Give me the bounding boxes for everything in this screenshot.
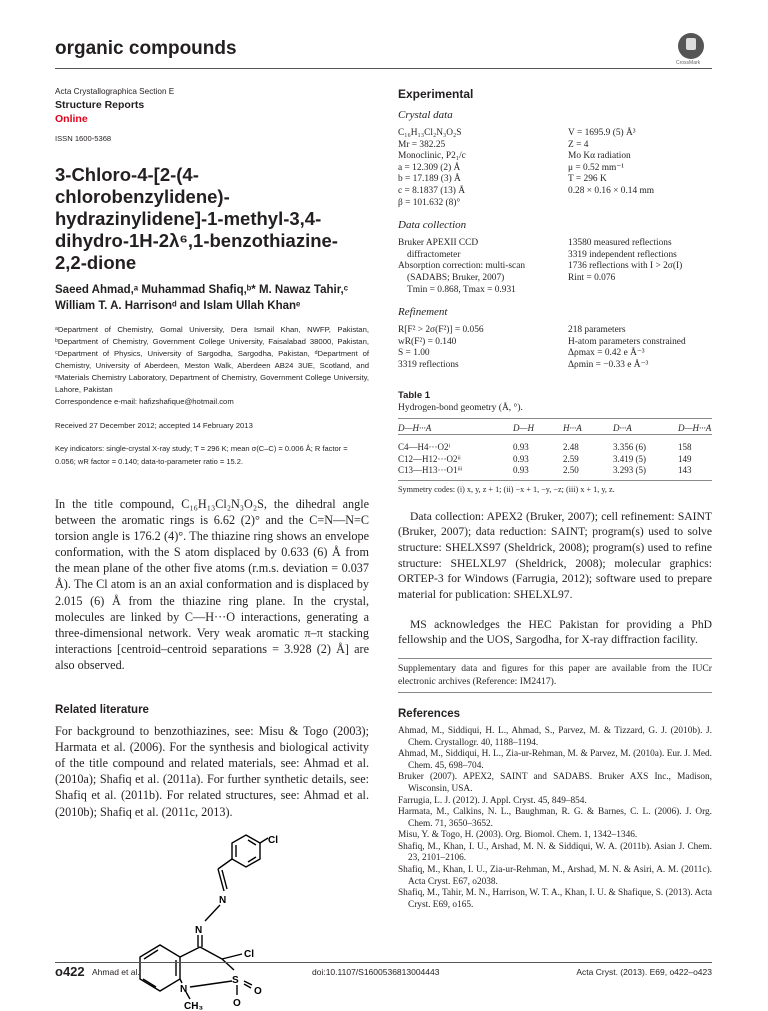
computing-details: Data collection: APEX2 (Bruker, 2007); cell refinement: SAINT (Bruker, 2007); data reduction: SAINT; program(s) used to solve structure: SHELXS97 (Sheldrick, 2008); program(s) used to refine structure: SHELXL97 (Sheldrick, 2008); molecular graphics: ORTEP-3 for Windows (Farrugia, 2012); software used to prepare material for publication: SHELXL97.: [398, 509, 712, 602]
absorption-program: (SADABS; Bruker, 2007): [407, 272, 505, 283]
cell-b: b = 17.189 (3) Å: [398, 174, 461, 185]
references-list: [398, 726, 712, 912]
table-top-rule: [398, 418, 712, 419]
bonds: [140, 835, 268, 999]
z-value: Z = 4: [568, 139, 589, 150]
radiation: Mo Kα radiation: [568, 151, 631, 162]
r-factor: R[F² > 2σ(F²)] = 0.056: [398, 325, 484, 336]
cell: C13—H13···O1ⁱⁱⁱ: [398, 465, 463, 475]
left-column: [55, 86, 369, 1011]
experimental-heading: Experimental: [398, 87, 474, 101]
absorption-coefficient: μ = 0.52 mm⁻¹: [568, 162, 625, 173]
delta-rho-min: Δρmin = −0.33 e Å⁻³: [568, 359, 649, 370]
benzo-ring: [140, 945, 180, 991]
col-header: D···A: [613, 422, 632, 433]
col-header: D—H···A: [398, 422, 432, 433]
journal-series: Acta Crystallographica Section E: [55, 87, 175, 96]
cell: 158: [678, 442, 692, 452]
key-indicators: Key indicators: single-crystal X-ray study; T = 296 K; mean σ(C–C) = 0.006 Å; R factor = 0.056; wR factor = 0.140; data-to-parameter ratio = 15.2.: [55, 444, 348, 466]
cell: 3.419 (5): [613, 453, 646, 464]
authors-line-2: William T. A. Harrisonᵈ and Islam Ullah Khanᵉ: [55, 300, 301, 312]
atom-cl-ring: Cl: [244, 948, 254, 960]
col-header: D—H: [513, 422, 535, 433]
references-heading: References: [398, 707, 461, 720]
crystal-data: [398, 128, 712, 209]
reference-item: Ahmad, M., Siddiqui, H. L., Ahmad, S., Parvez, M. & Tizzard, G. J. (2010b). J. Chem. Crystallogr. 40, 1188–1194.: [398, 725, 712, 748]
table-row: [398, 465, 712, 477]
related-literature-heading: Related literature: [55, 704, 149, 717]
footer-rule: [55, 962, 712, 963]
supplementary-note[interactable]: Supplementary data and figures for this paper are available from the IUCr electronic archives (Reference: IM2417).: [398, 663, 712, 687]
reference-item: Ahmad, M., Siddiqui, H. L., Zia-ur-Rehman, M. & Parvez, M. (2010a). Eur. J. Med. Chem. 45, 698–704.: [398, 749, 712, 771]
parameters-count: 218 parameters: [568, 325, 626, 336]
refinement-heading: Refinement: [398, 306, 448, 319]
authors: [55, 282, 369, 314]
reference-item: Harmata, M., Calkins, N. L., Baughman, R. G. & Barnes, C. L. (2006). J. Org. Chem. 71, 3650–3652.: [398, 807, 712, 829]
crystal-data-heading: Crystal data: [398, 109, 453, 121]
reference-item: Shafiq, M., Tahir, M. N., Harrison, W. T. A., Khan, I. U. & Shafique, S. (2013). Acta Cryst. E69, o165.: [398, 888, 713, 910]
atom-o-2: O: [233, 997, 241, 1009]
journal-online: Online: [55, 113, 88, 125]
reflections-count: 3319 reflections: [398, 359, 459, 370]
diffractometer-type: diffractometer: [407, 249, 461, 260]
independent-reflections: 3319 independent reflections: [568, 249, 677, 260]
h-atom-treatment: H-atom parameters constrained: [568, 336, 686, 347]
hydrogen-bond-table: [398, 423, 712, 477]
cell-volume: V = 1695.9 (5) Å³: [568, 128, 636, 138]
correspondence-email[interactable]: Correspondence e-mail: hafizshafique@hotmail.com: [55, 397, 234, 406]
cell: C12—H12···O2ⁱⁱ: [398, 453, 461, 464]
space-group: Monoclinic, P2₁/c: [398, 151, 466, 162]
symmetry-codes: Symmetry codes: (i) x, y, z + 1; (ii) −x + 1, −y, −z; (iii) x + 1, y, z.: [398, 484, 615, 494]
atom-n-imine: N: [219, 894, 227, 906]
measured-reflections: 13580 measured reflections: [568, 238, 672, 249]
reference-item: Bruker (2007). APEX2, SAINT and SADABS. Bruker AXS Inc., Madison, Wisconsin, USA.: [398, 772, 712, 794]
atom-cl-aryl: Cl: [268, 834, 278, 846]
transmission: Tmin = 0.868, Tmax = 0.931: [407, 284, 516, 295]
affiliations: ᵃDepartment of Chemistry, Gomal University, Dera Ismail Khan, NWFP, Pakistan, ᵇDepartment of Chemistry, Government College University, Faisalabad 38000, Pakistan, ᶜDepartment of Physics, University of Sargodha, Sargodha, Pakistan, ᵈDepartment of Chemistry, University of Aberdeen, Meston Walk, Aberdeen AB24 3UE, Scotland, and ᵉMaterials Chemistry Laboratory, Department of Chemistry, Government College University, Lahore, Pakistan: [55, 325, 369, 394]
cell-beta: β = 101.632 (8)°: [398, 197, 461, 208]
molar-mass: Mr = 382.25: [398, 139, 446, 150]
supplementary-top-rule: [398, 658, 712, 659]
cell: C4—H4···O2ⁱ: [398, 442, 451, 452]
table-caption: Hydrogen-bond geometry (Å, °).: [398, 402, 523, 413]
col-header: D—H···A: [678, 422, 712, 433]
atom-n-hydrazone: N: [195, 924, 203, 936]
cell: 3.356 (6): [613, 442, 646, 452]
cell: 0.93: [513, 465, 529, 475]
reference-item: Farrugia, L. J. (2012). J. Appl. Cryst. 45, 849–854.: [398, 795, 587, 806]
page-number: o422: [55, 964, 85, 979]
delta-rho-max: Δρmax = 0.42 e Å⁻³: [568, 348, 645, 359]
footer-authors: Ahmad et al.: [92, 967, 140, 977]
citation: Acta Cryst. (2013). E69, o422–o423: [576, 967, 712, 977]
atom-n-ring: N: [180, 983, 188, 995]
received-dates: Received 27 December 2012; accepted 14 February 2013: [55, 421, 253, 430]
reference-item: Misu, Y. & Togo, H. (2003). Org. Biomol. Chem. 1, 1342–1346.: [398, 830, 638, 841]
wr-factor: wR(F²) = 0.140: [398, 336, 457, 347]
cell: 149: [678, 453, 692, 464]
crossmark-badge[interactable]: [678, 33, 704, 59]
related-literature-text: For background to benzothiazines, see: Misu & Togo (2003); Harmata et al. (2006). For the synthesis and biological activity of the title compound and related materials, see: Ahmad et al. (2010a); Shafiq et al. (2011a). For further synthetic details, see: Shafiq et al. (2011b). For related structures, see: Ahmad et al. (2010b); Shafiq et al. (2011c, 2013).: [55, 724, 369, 819]
section-header: organic compounds: [55, 38, 237, 59]
cell-a: a = 12.309 (2) Å: [398, 162, 461, 173]
right-column: [398, 87, 712, 911]
data-collection-heading: Data collection: [398, 219, 467, 232]
goodness-of-fit: S = 1.00: [398, 348, 430, 359]
observed-reflections: 1736 reflections with I > 2σ(I): [568, 261, 683, 272]
diffractometer: Bruker APEXII CCD: [398, 238, 479, 249]
cell: 0.93: [513, 453, 529, 464]
acknowledgement: MS acknowledges the HEC Pakistan for providing a PhD fellowship and the UOS, Sargodha, for X-ray diffraction facility.: [398, 617, 712, 647]
col-header: H···A: [563, 422, 582, 433]
absorption-correction: Absorption correction: multi-scan: [398, 261, 526, 272]
reference-item: Shafiq, M., Khan, I. U., Zia-ur-Rehman, M., Arshad, M. N. & Asiri, A. M. (2011c). Acta Cryst. E67, o2038.: [398, 865, 712, 887]
abstract: In the title compound, C₁₆H₁₃Cl₂N₃O₂S, the dihedral angle between the aromatic rings is 6.62 (2)° and the C=N—N=C torsion angle is 176.2 (4)°. The thiazine ring shows an envelope conformation, with the S atom displaced by 0.633 (6) Å from the mean plane of the other five atoms (r.m.s. deviation = 0.037 Å). The Cl atom is an an axial conformation and is displaced by 2.015 (6) Å from the thiazine ring plane. In the crystal, molecules are linked by C—H···O interactions, generating a three-dimensional network. Very weak aromatic π–π stacking interactions [centroid–centroid separations = 3.928 (2) Å] are also observed.: [55, 497, 369, 672]
supplementary-bottom-rule: [398, 692, 712, 693]
atom-s: S: [232, 974, 239, 986]
article-title: 3-Chloro-4-[2-(4-chlorobenzylidene)-hydrazinylidene]-1-methyl-3,4-dihydro-1H-2λ⁶,1-benzothiazine-2,2-dione: [55, 164, 338, 273]
cell: 2.48: [563, 442, 579, 452]
journal-name: Structure Reports: [55, 99, 145, 111]
cell-c: c = 8.1837 (13) Å: [398, 185, 465, 196]
crystal-size: 0.28 × 0.16 × 0.14 mm: [568, 185, 655, 196]
table-row: [398, 454, 712, 466]
crossmark-icon: [686, 38, 696, 50]
doi-link[interactable]: doi:10.1107/S1600536813004443: [312, 967, 440, 977]
authors-line-1: Saeed Ahmad,ᵃ Muhammad Shafiq,ᵇ* M. Nawaz Tahir,ᶜ: [55, 284, 349, 296]
cell: 0.93: [513, 442, 529, 452]
table-label: Table 1: [398, 389, 431, 401]
cell: 3.293 (5): [613, 465, 646, 475]
table-row: [398, 442, 712, 454]
chemical-structure-diagram: [130, 826, 300, 1011]
table-bottom-rule: [398, 480, 712, 481]
header-rule: [55, 68, 712, 69]
issn: ISSN 1600-5368: [55, 134, 112, 143]
crossmark-label: CrossMark: [676, 60, 701, 66]
cell: 143: [678, 465, 692, 475]
data-collection: [398, 238, 712, 296]
cell: 2.59: [563, 453, 579, 464]
temperature: T = 296 K: [568, 174, 607, 185]
atom-o-1: O: [254, 985, 262, 997]
r-int: Rint = 0.076: [568, 272, 616, 283]
reference-item: Shafiq, M., Khan, I. U., Arshad, M. N. & Siddiqui, W. A. (2011b). Asian J. Chem. 23, 2101–2106.: [398, 841, 712, 864]
atom-methyl: CH₃: [184, 1000, 204, 1011]
table-header-row: [398, 423, 712, 435]
formula: C₁₆H₁₃Cl₂N₃O₂S: [398, 128, 462, 138]
refinement: [398, 325, 712, 371]
cell: 2.50: [563, 465, 579, 475]
